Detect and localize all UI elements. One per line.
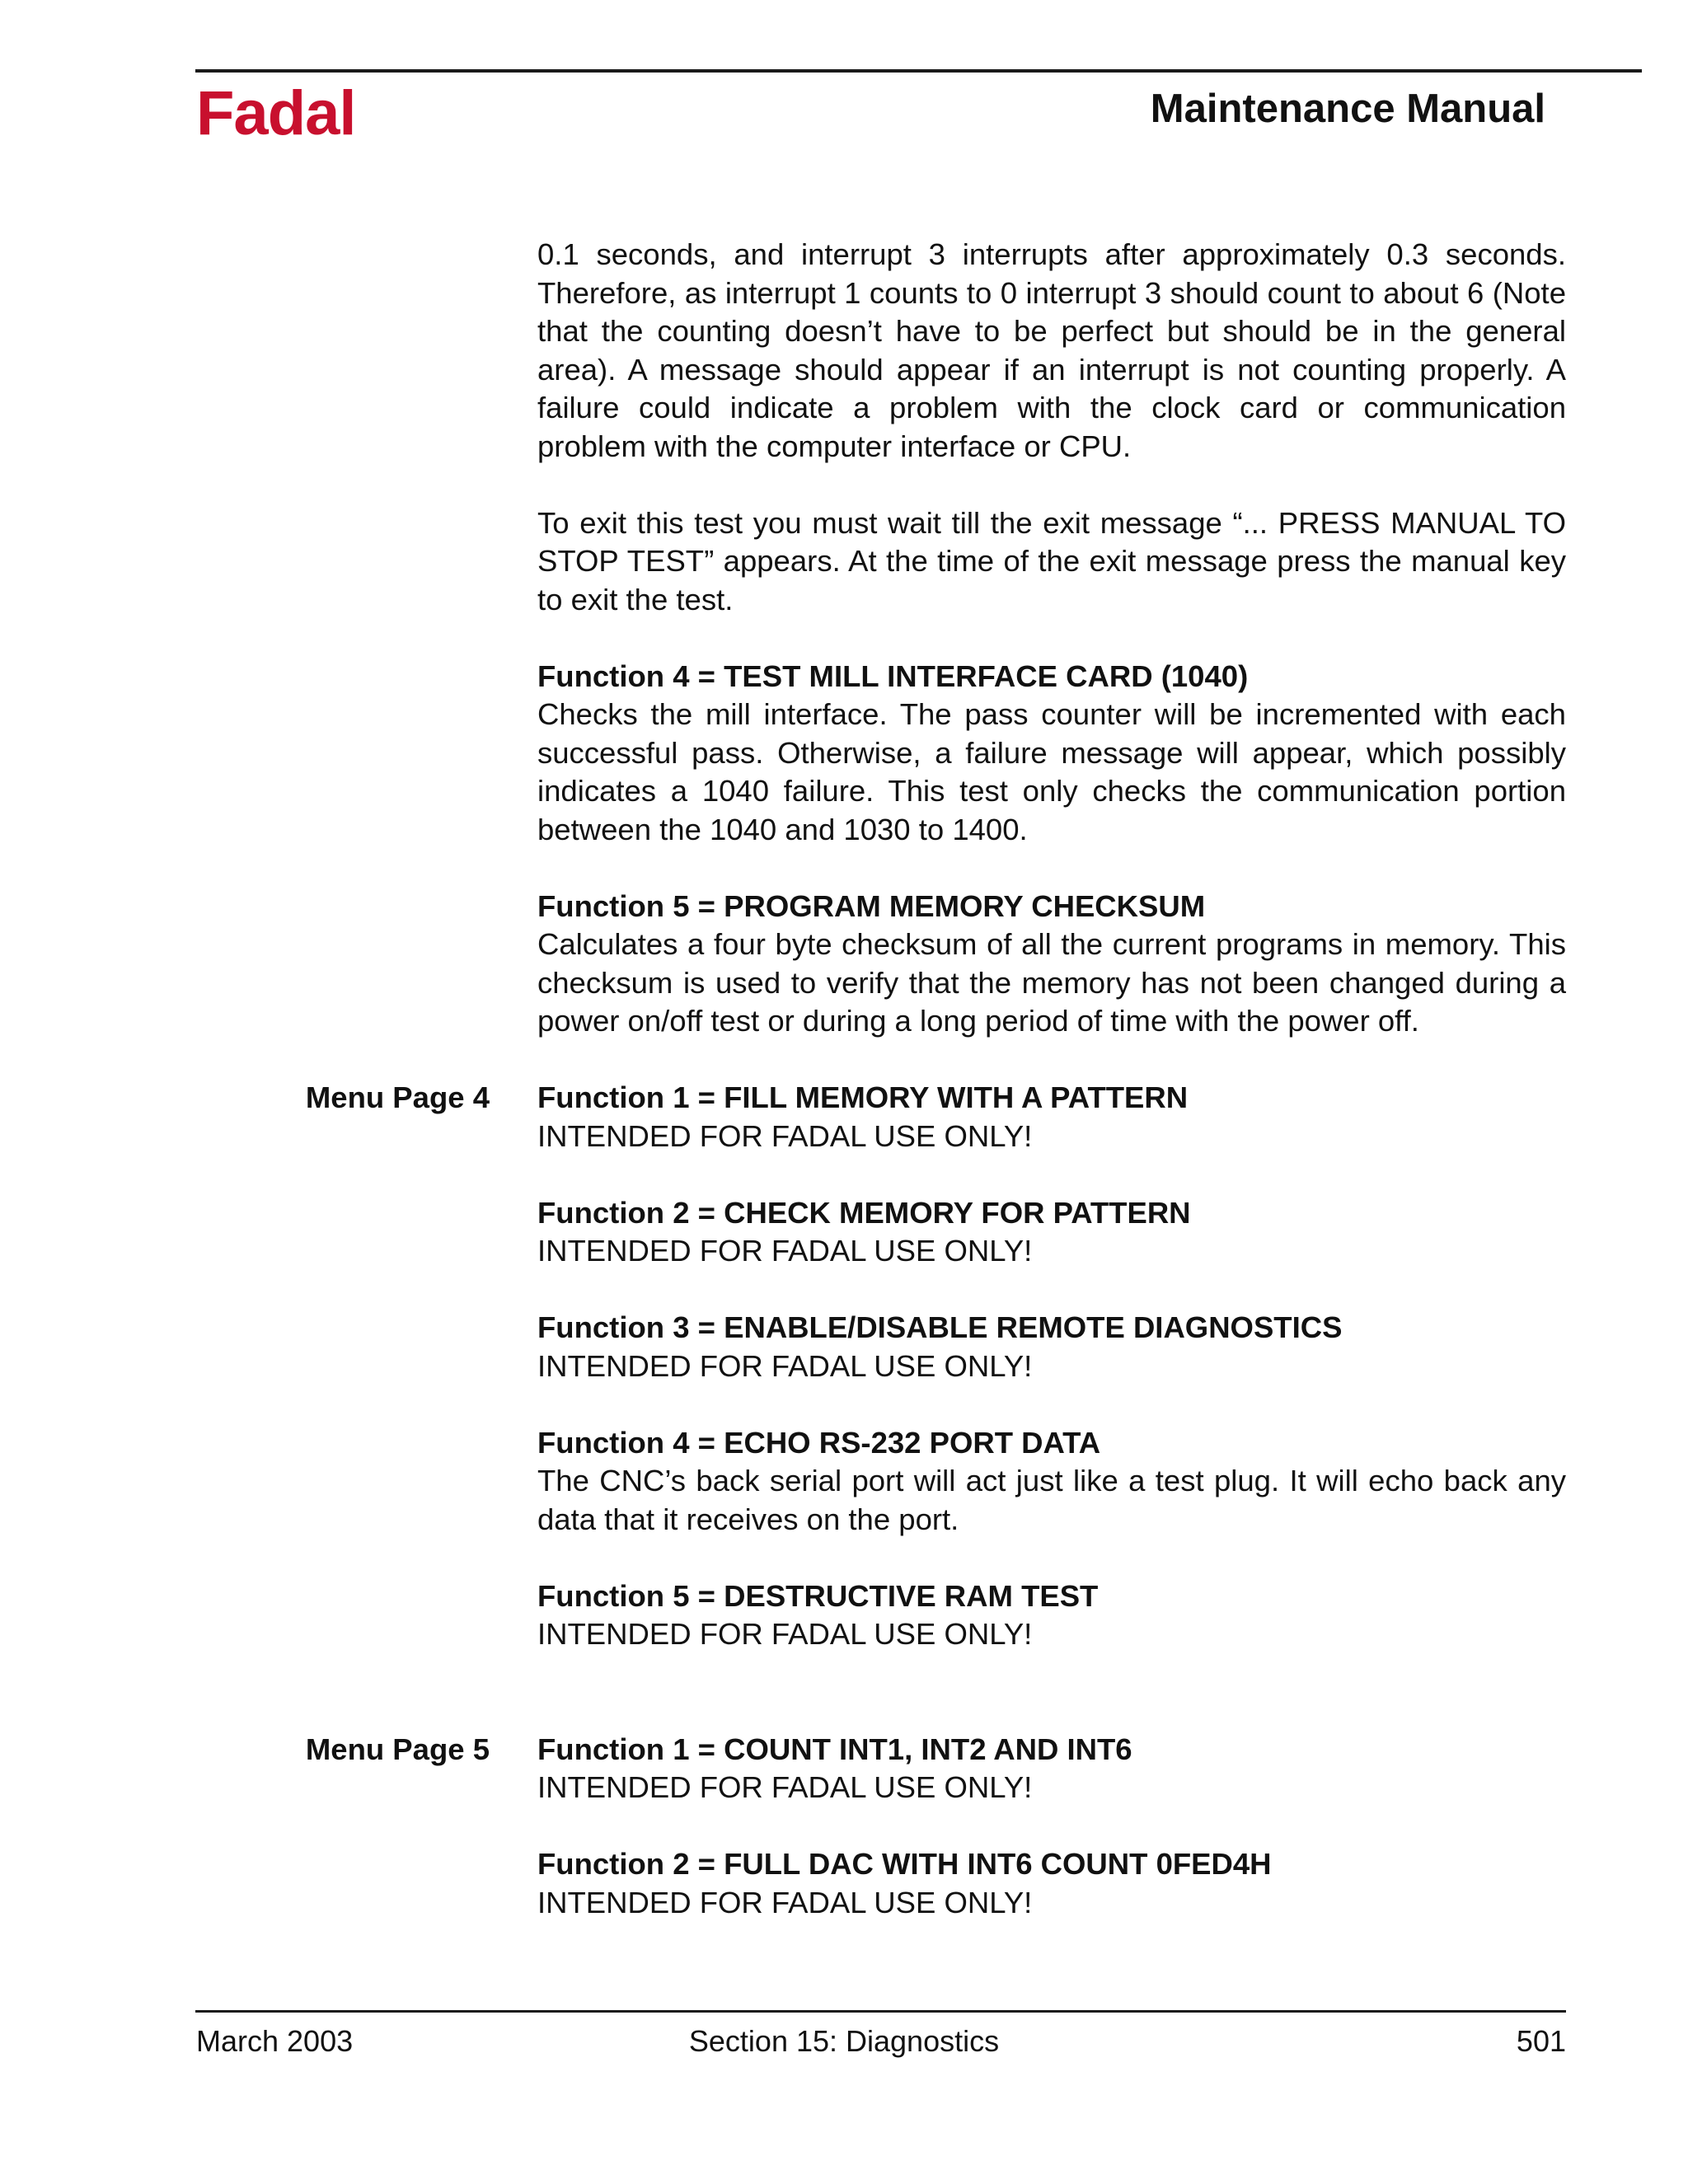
function-heading: Function 3 = ENABLE/DISABLE REMOTE DIAGNOSTICS <box>537 1310 1343 1344</box>
menu-page-4-section <box>537 1079 1566 1654</box>
function-block <box>537 1309 1566 1385</box>
menu-page-5-section <box>537 1731 1566 1923</box>
function-block <box>537 1424 1566 1540</box>
function-block <box>537 1079 1566 1155</box>
header-rule <box>195 69 1642 73</box>
function-block <box>537 1577 1566 1654</box>
function-block <box>537 1731 1566 1807</box>
function-text: INTENDED FOR FADAL USE ONLY! <box>537 1348 1033 1383</box>
page-content <box>537 236 1566 1961</box>
footer-rule <box>195 2010 1566 2013</box>
function-text: INTENDED FOR FADAL USE ONLY! <box>537 1617 1033 1651</box>
function-text: Calculates a four byte checksum of all the current programs in memory. This checksum is used to verify that the memory has not been changed during a power on/off test or during a long period of time with the power off. <box>537 927 1566 1038</box>
function-heading: Function 1 = COUNT INT1, INT2 AND INT6 <box>537 1732 1132 1766</box>
menu-page-5-label: Menu Page 5 <box>305 1732 490 1766</box>
function-text: The CNC’s back serial port will act just like a test plug. It will echo back any data that it receives on the port. <box>537 1464 1566 1536</box>
intro-paragraph-2: To exit this test you must wait till the exit message “... PRESS MANUAL TO STOP TEST” appears. At the time of the exit message press the manual key to exit the test. <box>537 505 1566 616</box>
function-text: INTENDED FOR FADAL USE ONLY! <box>537 1118 1033 1153</box>
function-heading: Function 5 = PROGRAM MEMORY CHECKSUM <box>537 888 1206 923</box>
brand-logo: Fadal <box>196 78 356 148</box>
function-text: INTENDED FOR FADAL USE ONLY! <box>537 1770 1033 1804</box>
manual-title: Maintenance Manual <box>1150 87 1545 131</box>
function-block <box>537 888 1566 1041</box>
function-heading: Function 2 = FULL DAC WITH INT6 COUNT 0FED4H <box>537 1847 1272 1881</box>
function-text: Checks the mill interface. The pass counter will be incremented with each successful pass. Otherwise, a failure message will appear, which possibly indicates a 1040 failure. This test only checks the communication portion between the 1040 and 1030 to 1400. <box>537 697 1566 846</box>
function-heading: Function 5 = DESTRUCTIVE RAM TEST <box>537 1578 1099 1613</box>
function-text: INTENDED FOR FADAL USE ONLY! <box>537 1234 1033 1268</box>
function-heading: Function 4 = TEST MILL INTERFACE CARD (1040) <box>537 658 1249 693</box>
footer-section: Section 15: Diagnostics <box>688 2024 1000 2058</box>
function-block <box>537 1194 1566 1271</box>
footer-date: March 2003 <box>196 2024 354 2058</box>
function-heading: Function 4 = ECHO RS-232 PORT DATA <box>537 1425 1101 1460</box>
function-block <box>537 658 1566 850</box>
intro-paragraph-1: 0.1 seconds, and interrupt 3 interrupts after approximately 0.3 seconds. Therefore, as interrupt 1 counts to 0 interrupt 3 should count to about 6 (Note that the counting doesn’t have to be perfect but should be in the general area). A message should appear if an interrupt is not counting properly. A failure could indicate a problem with the clock card or communication problem with the computer interface or CPU. <box>537 237 1566 463</box>
function-text: INTENDED FOR FADAL USE ONLY! <box>537 1885 1033 1919</box>
menu-page-4-label: Menu Page 4 <box>305 1080 490 1114</box>
function-heading: Function 1 = FILL MEMORY WITH A PATTERN <box>537 1080 1189 1114</box>
function-block <box>537 1845 1566 1922</box>
page-number: 501 <box>1516 2024 1566 2058</box>
function-heading: Function 2 = CHECK MEMORY FOR PATTERN <box>537 1195 1191 1230</box>
